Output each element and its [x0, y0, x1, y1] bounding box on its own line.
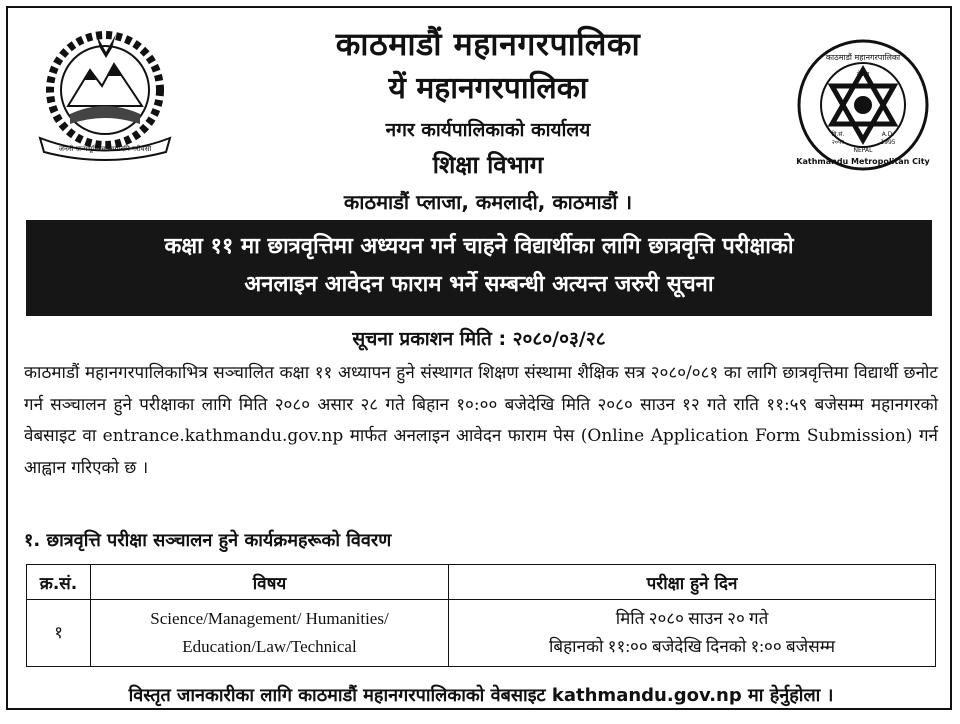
- publication-date: सूचना प्रकाशन मिति : २०८०/०३/२८: [352, 328, 606, 350]
- seal-ring-text: काठमाडौं महानगरपालिका: [825, 53, 901, 62]
- col-header-subject: विषय: [91, 565, 449, 600]
- schedule-table: [26, 564, 936, 667]
- subject-line-1: Science/Management/ Humanities/: [150, 609, 389, 628]
- seal-nepal-top: नेपाल: [856, 71, 870, 78]
- banner-line-1: कक्षा ११ मा छात्रवृत्तिमा अध्ययन गर्न चाहने विद्यार्थीका लागि छात्रवृत्ति परीक्षाको: [164, 234, 794, 259]
- seal-nepal-bottom: NEPAL: [853, 147, 873, 154]
- department-name: शिक्षा विभाग: [432, 151, 544, 179]
- col-header-sn: क्र.सं.: [27, 565, 91, 600]
- seal-ad-label: A.D.: [881, 131, 895, 138]
- cell-exam-date: [449, 600, 936, 667]
- seal-english-name: Kathmandu Metropolitan City: [796, 157, 930, 166]
- office-address: काठमाडौं प्लाजा, कमलादी, काठमाडौं ।: [343, 190, 633, 214]
- notice-body: काठमाडौं महानगरपालिकाभित्र सञ्चालित कक्षा ११ अध्यापन हुने संस्थागत शिक्षण संस्थामा शैक्षिक सत्र २०८०/०८१ का लागि छात्रवृत्तिमा विद्यार्थी छनोट गर्न सञ्चालन हुने परीक्षाका लागि मिति २०८० असार २८ गते बिहान १०:०० बजेदेखि मिति २०८० साउन १२ गते राति ११:५९ बजेसम्म महानगरको वेबसाइट वा entrance.kathmandu.gov.np मार्फत अनलाइन आवेदन फाराम पेस (Online Application Form Submission) गर्न आह्वान गरिएको छ ।: [24, 363, 938, 478]
- office-executive: नगर कार्यपालिकाको कार्यालय: [385, 119, 591, 141]
- table-header-row: [27, 565, 936, 600]
- exam-date-line-1: मिति २०८० साउन २० गते: [615, 609, 769, 628]
- seal-bs-label: वि.सं.: [831, 131, 845, 138]
- seal-year-bs: २०५२: [831, 139, 845, 146]
- cell-subject: [91, 600, 449, 667]
- office-name: काठमाडौं महानगरपालिका: [335, 25, 641, 63]
- office-name-newari: यें महानगरपालिका: [388, 71, 588, 106]
- cell-sn: १: [27, 600, 91, 667]
- nepal-emblem-icon: [30, 28, 180, 163]
- notice-title-banner: [26, 220, 932, 316]
- col-header-exam-date: परीक्षा हुने दिन: [449, 565, 936, 600]
- table-row: [27, 600, 936, 667]
- emblem-motto-text: जननी जन्मभूमिश्च स्वर्गादपि गरीयसी: [58, 145, 152, 153]
- notice-page: [6, 6, 952, 710]
- banner-line-2: अनलाइन आवेदन फाराम भर्ने सम्बन्धी अत्यन्त जरुरी सूचना: [244, 272, 714, 297]
- seal-year-ad: 1995: [880, 139, 896, 146]
- kmc-seal-logo: [796, 38, 931, 173]
- exam-date-line-2: बिहानको ११:०० बजेदेखि दिनको १:०० बजेसम्म: [548, 637, 836, 656]
- footer-note: विस्तृत जानकारीका लागि काठमाडौं महानगरपालिकाको वेबसाइट kathmandu.gov.np मा हेर्नुहोला ।: [128, 685, 834, 706]
- section-heading: १. छात्रवृत्ति परीक्षा सञ्चालन हुने कार्यक्रमहरूको विवरण: [24, 530, 392, 551]
- subject-line-2: Education/Law/Technical: [182, 637, 357, 656]
